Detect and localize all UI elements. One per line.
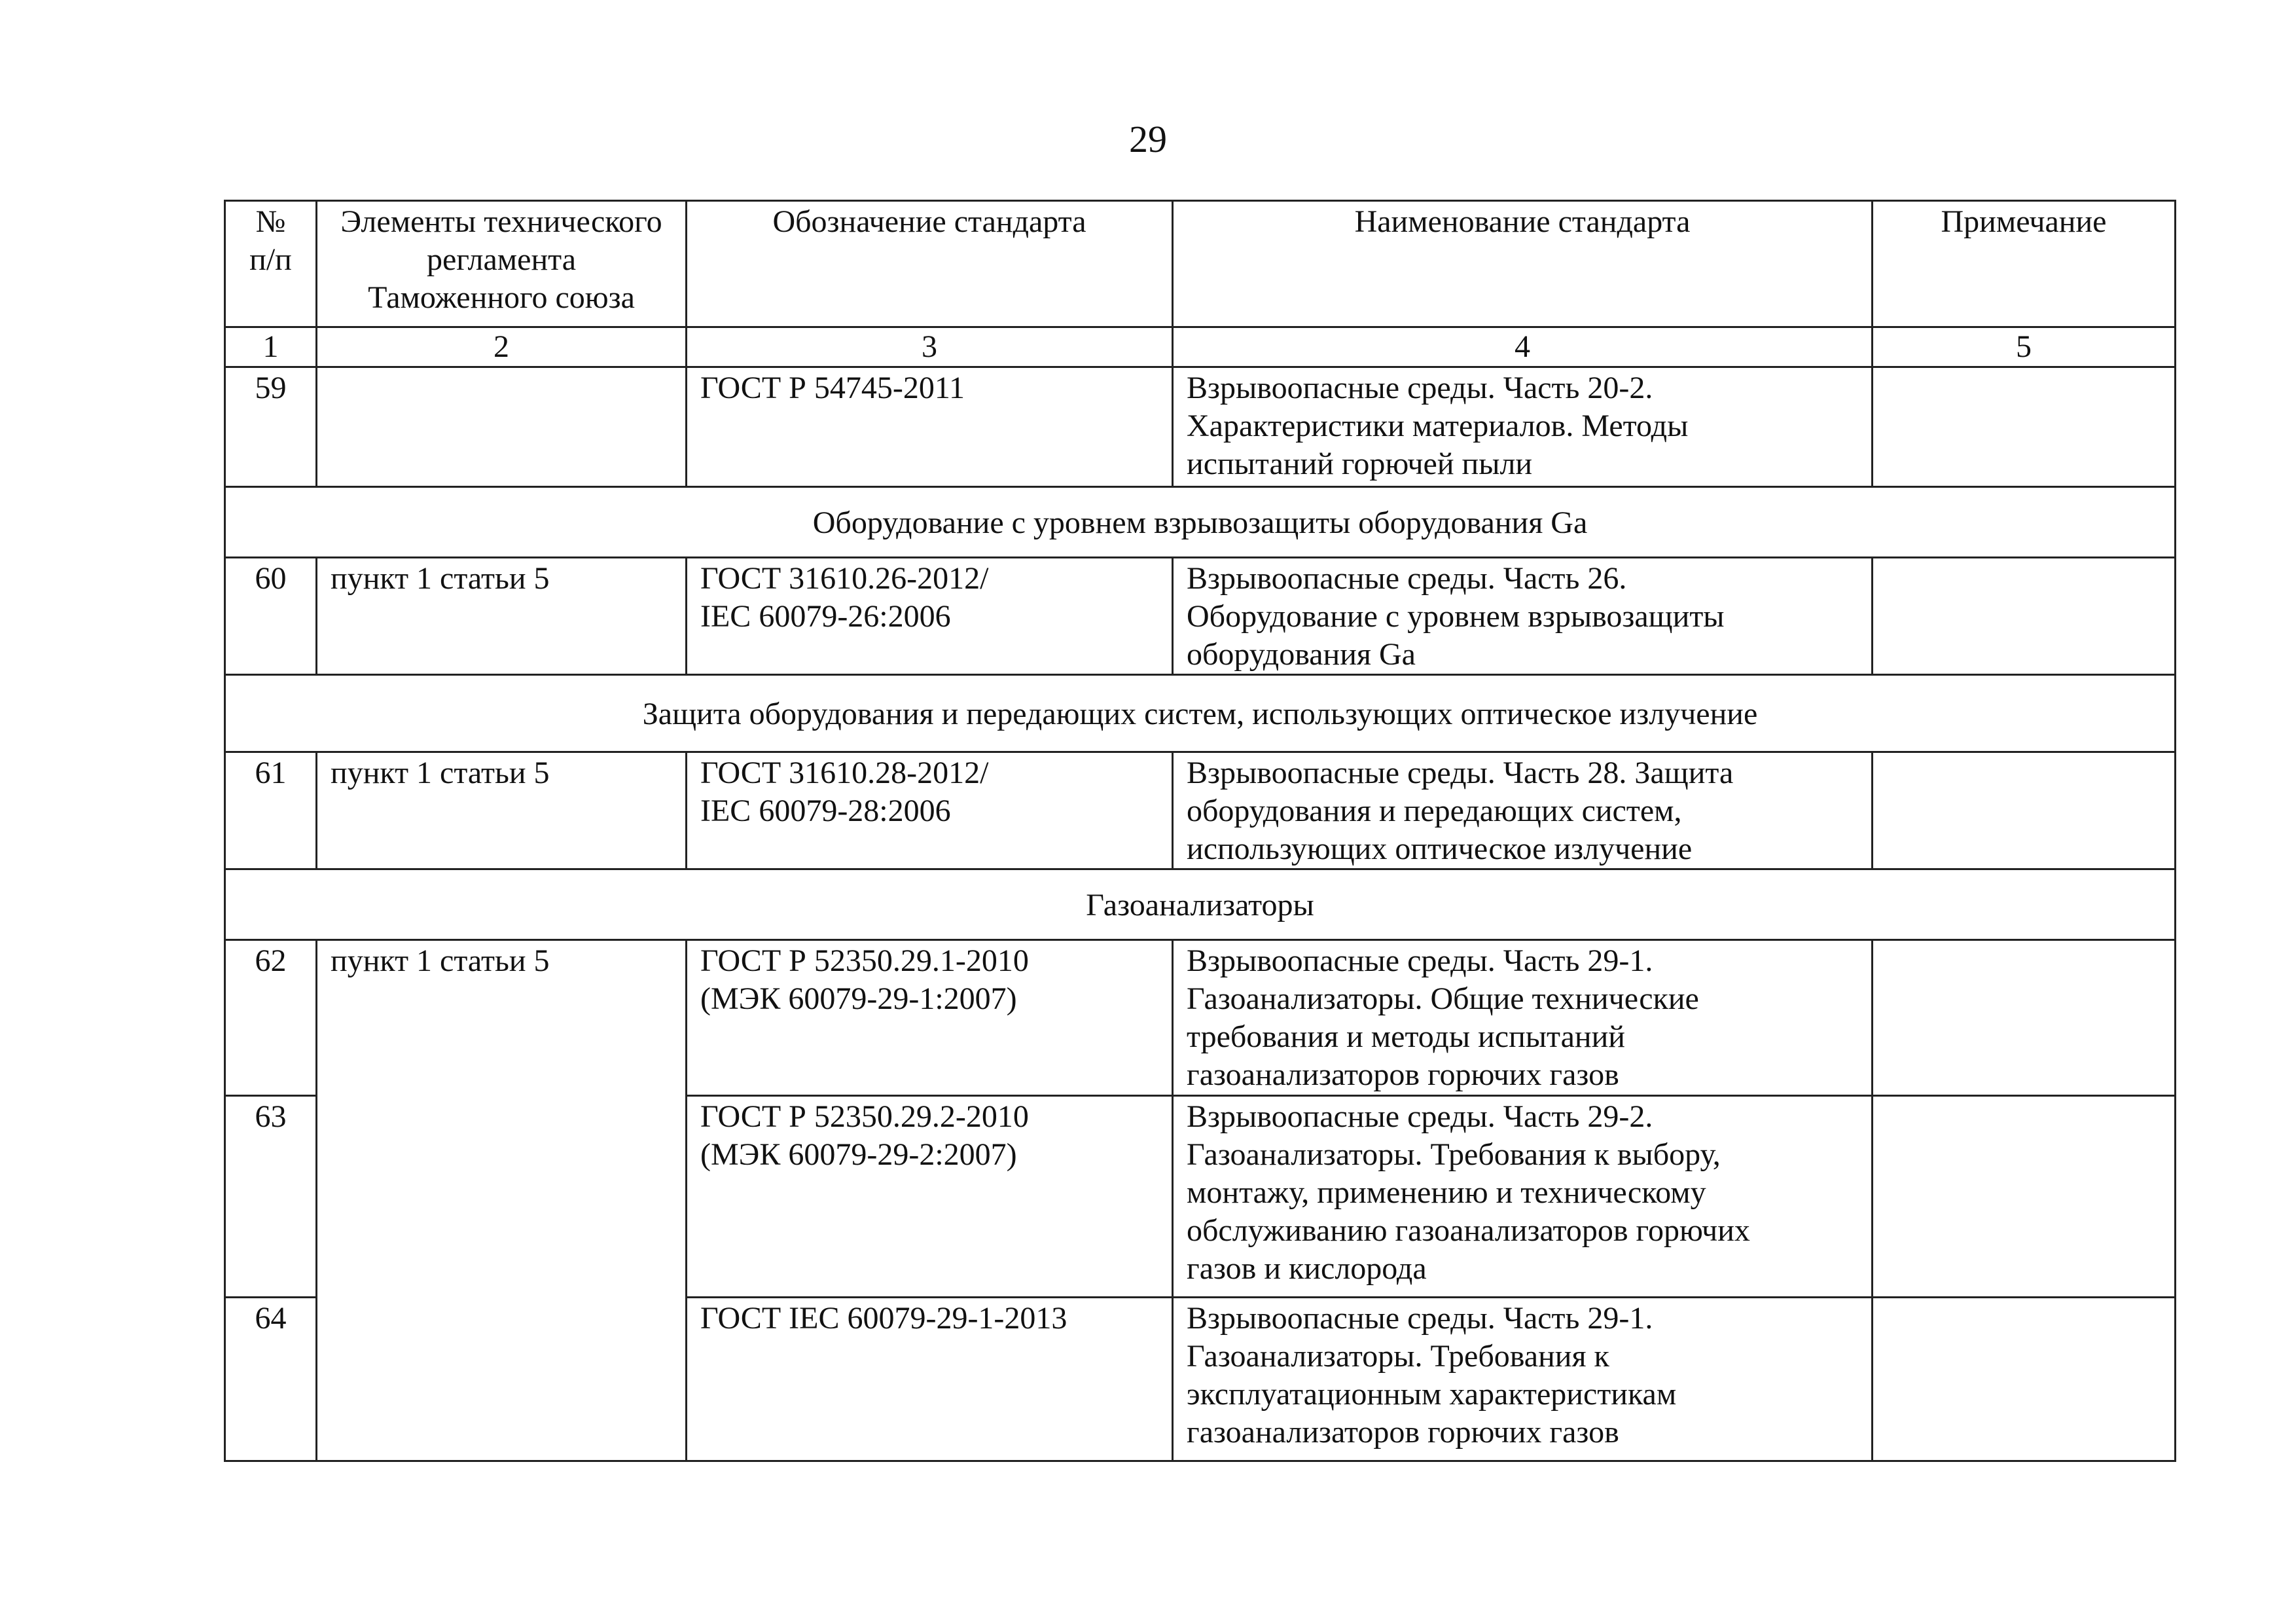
header-elements-line: Таможенного союза xyxy=(368,280,635,315)
row-number: 62 xyxy=(225,940,317,1096)
section-heading-gas: Газоанализаторы xyxy=(225,869,2176,940)
row-element: пункт 1 статьи 5 xyxy=(317,940,687,1461)
designation-line: ГОСТ Р 52350.29.1-2010 xyxy=(700,943,1029,978)
section-heading-optical: Защита оборудования и передающих систем, использующих оптическое излучение xyxy=(225,675,2176,752)
header-elements xyxy=(317,201,687,327)
name-line: оборудования Ga xyxy=(1187,637,1416,672)
designation-line: ГОСТ Р 54745-2011 xyxy=(700,371,965,405)
row-name xyxy=(1173,1298,1873,1461)
name-line: Газоанализаторы. Требования к xyxy=(1187,1339,1609,1374)
name-line: газов и кислорода xyxy=(1187,1251,1427,1286)
row-designation xyxy=(687,940,1173,1096)
name-line: газоанализаторов горючих газов xyxy=(1187,1057,1619,1092)
header-elements-line: Элементы технического xyxy=(340,204,662,239)
section-heading-ga: Оборудование с уровнем взрывозащиты оборудования Ga xyxy=(225,487,2176,558)
row-designation xyxy=(687,1096,1173,1298)
row-element: пункт 1 статьи 5 xyxy=(317,752,687,869)
row-number: 60 xyxy=(225,558,317,675)
table-row xyxy=(225,367,2176,487)
row-number: 61 xyxy=(225,752,317,869)
row-designation xyxy=(687,752,1173,869)
section-row xyxy=(225,675,2176,752)
column-number-row xyxy=(225,327,2176,367)
row-note xyxy=(1873,558,2176,675)
name-line: Характеристики материалов. Методы xyxy=(1187,409,1689,443)
column-number: 4 xyxy=(1173,327,1873,367)
header-num-line: № xyxy=(255,204,286,239)
designation-line: ГОСТ 31610.26-2012/ xyxy=(700,561,989,596)
designation-line: (МЭК 60079-29-2:2007) xyxy=(700,1137,1017,1172)
name-line: оборудования и передающих систем, xyxy=(1187,793,1682,828)
table-row xyxy=(225,558,2176,675)
row-note xyxy=(1873,367,2176,487)
column-number: 2 xyxy=(317,327,687,367)
row-name xyxy=(1173,367,1873,487)
row-name xyxy=(1173,940,1873,1096)
table-row xyxy=(225,940,2176,1096)
name-line: Газоанализаторы. Требования к выбору, xyxy=(1187,1137,1721,1172)
name-line: Взрывоопасные среды. Часть 29-2. xyxy=(1187,1099,1653,1134)
name-line: Взрывоопасные среды. Часть 29-1. xyxy=(1187,943,1653,978)
name-line: испытаний горючей пыли xyxy=(1187,447,1533,481)
name-line: газоанализаторов горючих газов xyxy=(1187,1415,1619,1450)
column-number: 5 xyxy=(1873,327,2176,367)
name-line: Оборудование с уровнем взрывозащиты xyxy=(1187,599,1725,634)
header-note: Примечание xyxy=(1873,201,2176,327)
designation-line: IEC 60079-28:2006 xyxy=(700,793,951,828)
row-element: пункт 1 статьи 5 xyxy=(317,558,687,675)
name-line: Взрывоопасные среды. Часть 26. xyxy=(1187,561,1627,596)
row-number: 63 xyxy=(225,1096,317,1298)
name-line: эксплуатационным характеристикам xyxy=(1187,1377,1677,1412)
row-designation xyxy=(687,1298,1173,1461)
row-designation xyxy=(687,558,1173,675)
column-number: 1 xyxy=(225,327,317,367)
section-row xyxy=(225,869,2176,940)
row-number: 64 xyxy=(225,1298,317,1461)
name-line: Взрывоопасные среды. Часть 20-2. xyxy=(1187,371,1653,405)
header-num-line: п/п xyxy=(249,242,292,277)
name-line: Взрывоопасные среды. Часть 29-1. xyxy=(1187,1301,1653,1336)
name-line: Газоанализаторы. Общие технические xyxy=(1187,981,1699,1016)
designation-line: (МЭК 60079-29-1:2007) xyxy=(700,981,1017,1016)
row-designation xyxy=(687,367,1173,487)
page-number: 29 xyxy=(1129,118,1167,160)
row-note xyxy=(1873,1096,2176,1298)
table-header-row xyxy=(225,201,2176,327)
standards-table xyxy=(224,200,2176,1462)
row-note xyxy=(1873,752,2176,869)
row-number: 59 xyxy=(225,367,317,487)
header-num xyxy=(225,201,317,327)
row-name xyxy=(1173,558,1873,675)
row-element xyxy=(317,367,687,487)
header-designation: Обозначение стандарта xyxy=(687,201,1173,327)
name-line: использующих оптическое излучение xyxy=(1187,831,1693,866)
section-row xyxy=(225,487,2176,558)
header-elements-line: регламента xyxy=(426,242,577,277)
designation-line: ГОСТ IEC 60079-29-1-2013 xyxy=(700,1301,1067,1336)
row-name xyxy=(1173,1096,1873,1298)
row-note xyxy=(1873,1298,2176,1461)
designation-line: ГОСТ 31610.28-2012/ xyxy=(700,756,989,790)
name-line: монтажу, применению и техническому xyxy=(1187,1175,1706,1210)
name-line: требования и методы испытаний xyxy=(1187,1019,1625,1054)
row-note xyxy=(1873,940,2176,1096)
column-number: 3 xyxy=(687,327,1173,367)
name-line: обслуживанию газоанализаторов горючих xyxy=(1187,1213,1750,1248)
name-line: Взрывоопасные среды. Часть 28. Защита xyxy=(1187,756,1734,790)
designation-line: IEC 60079-26:2006 xyxy=(700,599,951,634)
designation-line: ГОСТ Р 52350.29.2-2010 xyxy=(700,1099,1029,1134)
row-name xyxy=(1173,752,1873,869)
table-row xyxy=(225,752,2176,869)
header-name: Наименование стандарта xyxy=(1173,201,1873,327)
